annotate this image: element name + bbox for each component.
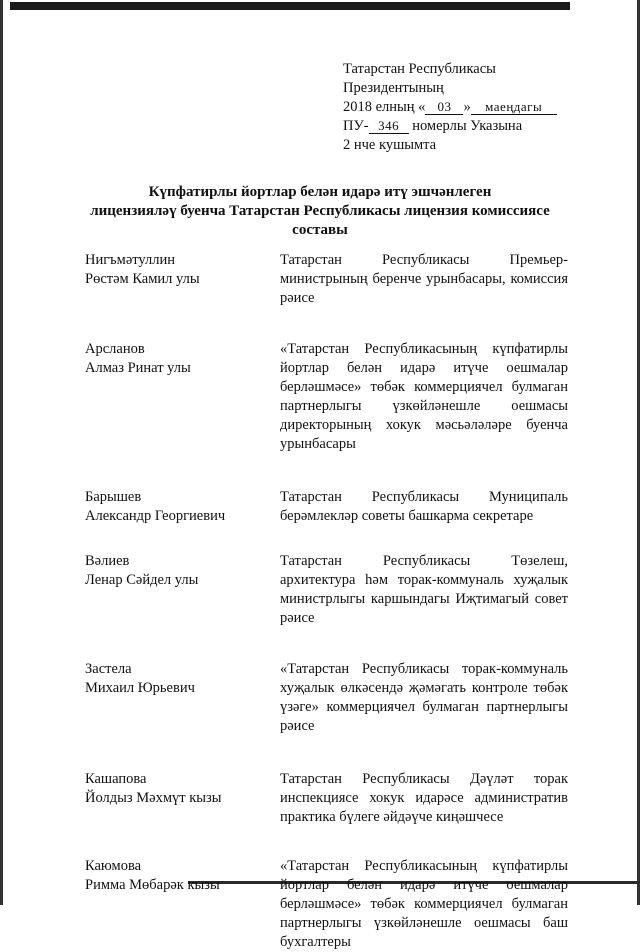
member-name [85, 488, 280, 526]
member-surname: Каюмова [85, 858, 142, 874]
member-surname: Застела [85, 661, 132, 677]
member-row [85, 660, 568, 736]
member-row [85, 770, 568, 827]
title-line1: Күпфатирлы йортлар белән идарә итү эшчәнлеген [148, 184, 492, 200]
attachment-line2: Президентының [343, 80, 444, 96]
attachment-decree-line [343, 117, 603, 136]
title-line3: составы [292, 222, 348, 238]
decree-month: маеңдагы [471, 100, 557, 115]
day-suffix: » [463, 99, 471, 115]
member-surname: Нигъмәтуллин [85, 252, 176, 268]
title-line2: лицензияләү буенча Татарстан Республикасы лицензия комиссиясе [90, 203, 550, 219]
decree-suffix: номерлы Указына [412, 118, 523, 134]
member-position: «Татарстан Республикасының күпфатирлы йортлар белән идарә итүче оешмалар берләшмәсе» төбәк коммерциячел булмаган партнерлыгы үзкөйләнешле оешмасы директорының хокук мәсьәләләре буенча урынбасары [280, 341, 568, 452]
member-row [85, 552, 568, 628]
member-given-name: Ленар Сәйдел улы [85, 572, 199, 588]
member-row [85, 251, 568, 308]
document-title [60, 183, 580, 240]
member-position: Татарстан Республикасы Муниципаль берәмлекләр советы башкарма секретаре [280, 489, 568, 524]
member-given-name: Йолдыз Мәхмүт кызы [85, 790, 222, 806]
attachment-number: 2 нче кушымта [343, 137, 437, 153]
member-given-name: Алмаз Ринат улы [85, 360, 191, 376]
member-surname: Барышев [85, 489, 142, 505]
member-name [85, 340, 280, 454]
commission-members [85, 251, 568, 952]
member-surname: Вәлиев [85, 553, 130, 569]
member-given-name: Рөстәм Камил улы [85, 271, 200, 287]
member-name [85, 552, 280, 628]
year-prefix: 2018 елның « [343, 99, 426, 115]
member-row [85, 340, 568, 454]
member-row [85, 488, 568, 526]
decree-prefix: ПУ- [343, 118, 369, 134]
member-position: Татарстан Республикасы Дәүләт торак инспекциясе хокук идарәсе административ практика бүлеге әйдәүче киңәшчесе [280, 771, 568, 825]
member-position: «Татарстан Республикасы торак-коммуналь хуҗалык өлкәсендә җәмәгать контроле төбәк үзәге» коммерциячел булмаган партнерлыгы рәисе [280, 661, 568, 734]
member-name [85, 770, 280, 827]
member-name [85, 251, 280, 308]
member-surname: Кашапова [85, 771, 147, 787]
decree-number: 346 [369, 119, 409, 134]
attachment-date-line [343, 98, 603, 117]
attachment-header [343, 60, 603, 155]
scan-edge-left [0, 0, 3, 905]
member-position: Татарстан Республикасы Төзелеш, архитектура һәм торак-коммуналь хуҗалык министрлыгы каршындагы Иҗтимагый совет рәисе [280, 553, 568, 626]
member-given-name: Римма Мөбарәк кызы [85, 877, 220, 893]
scan-edge-top [10, 2, 570, 10]
attachment-line1: Татарстан Республикасы [343, 61, 496, 77]
decree-day: 03 [425, 100, 463, 115]
member-surname: Арсланов [85, 341, 145, 357]
member-position: Татарстан Республикасы Премьер-министрының беренче урынбасары, комиссия рәисе [280, 252, 568, 306]
member-given-name: Александр Георгиевич [85, 508, 226, 524]
member-position: «Татарстан Республикасының күпфатирлы йортлар белән идарә итүче оешмалар берләшмәсе» төбәк коммерциячел булмаган партнерлыгы үзкөйләнешле оешмасы баш бухгалтеры [280, 858, 568, 950]
member-name [85, 660, 280, 736]
member-given-name: Михаил Юрьевич [85, 680, 195, 696]
